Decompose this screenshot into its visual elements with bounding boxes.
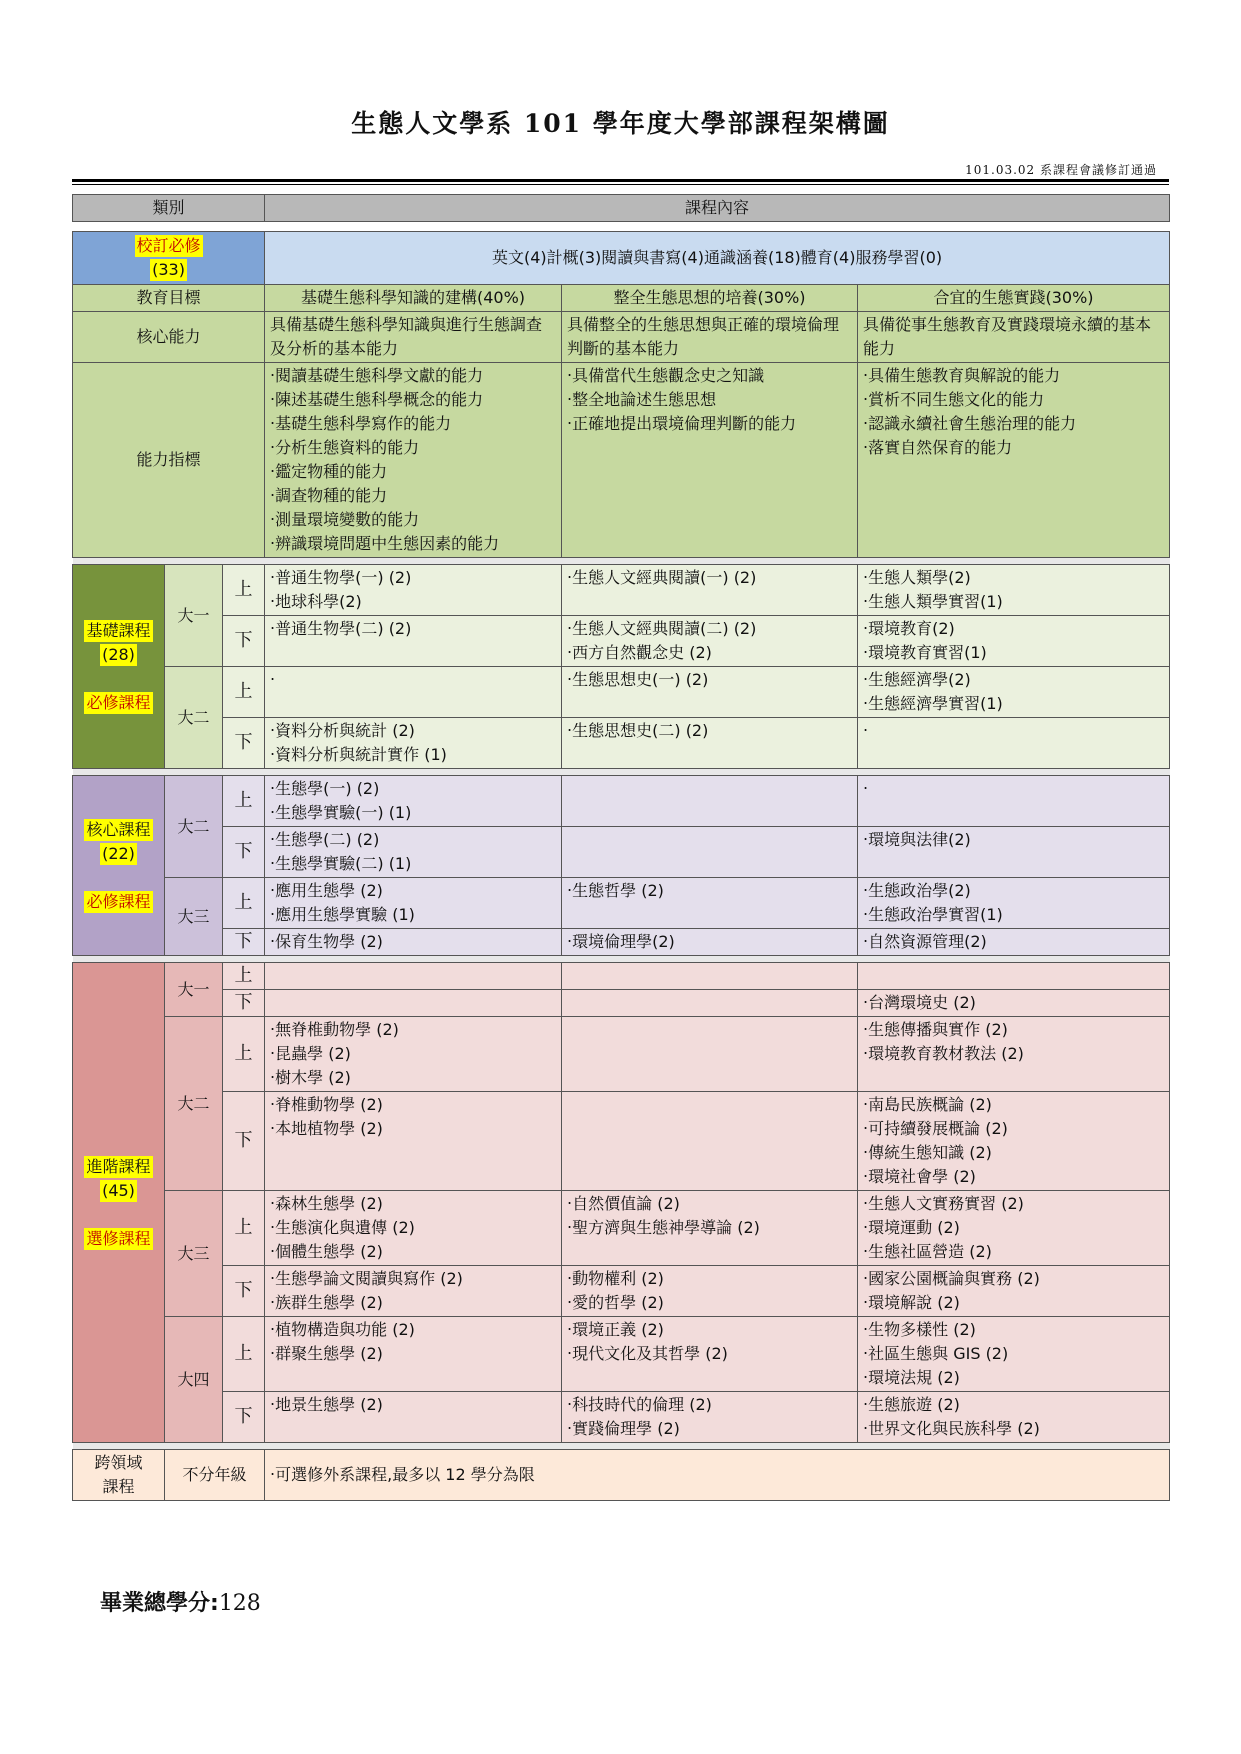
course-item: ‧動物權利 (2) [567,1269,664,1288]
edu-goal-row [73,285,1170,312]
course-cell [858,990,1170,1017]
course-cell [265,827,562,878]
course-item: ‧聖方濟與生態神學導論 (2) [567,1218,760,1237]
course-item: ‧環境法規 (2) [863,1368,960,1387]
semester-label: 下 [223,718,265,769]
header-row [73,195,1170,222]
course-item: ‧環境教育(2) [863,619,955,638]
year-label: 大四 [165,1317,223,1443]
course-cell [858,878,1170,929]
course-cell [265,1017,562,1092]
course-item: ‧生態學實驗(一) (1) [270,803,412,822]
advanced-label: 進階課程 [86,1156,151,1176]
edu-goal-label: 教育目標 [73,285,265,312]
course-cell [265,1092,562,1191]
course-item: ‧傳統生態知識 (2) [863,1143,992,1162]
semester-label: 下 [223,1392,265,1443]
course-item: ‧環境與法律(2) [863,830,971,849]
course-item: ‧環境解說 (2) [863,1293,960,1312]
cross-label-2: 課程 [102,1477,135,1496]
advanced-credits: (45) [102,1180,135,1200]
semester-label: 下 [223,990,265,1017]
advanced-course-row [73,1266,1170,1317]
course-item: ‧生態社區營造 (2) [863,1242,992,1261]
spacer [73,222,1170,232]
course-item: ‧現代文化及其哲學 (2) [567,1344,728,1363]
course-item: ‧西方自然觀念史 (2) [567,643,712,662]
indicator-item: ‧分析生態資料的能力 [270,438,420,457]
core-ability-3: 具備從事生態教育及實踐環境永續的基本能力 [858,312,1170,363]
school-required-content: 英文(4)計概(3)閱讀與書寫(4)通識涵養(18)體育(4)服務學習(0) [265,232,1170,285]
course-item: ‧自然資源管理(2) [863,932,987,951]
course-item: ‧生態經濟學(2) [863,670,971,689]
course-item: ‧保育生物學 (2) [270,932,383,951]
course-item: ‧ [270,670,276,689]
page-title: 生態人文學系 101 學年度大學部課程架構圖 [351,109,890,138]
basic-course-row [73,718,1170,769]
course-cell [265,878,562,929]
course-cell [265,1392,562,1443]
course-cell [265,1317,562,1392]
course-cell [265,565,562,616]
course-cell [562,878,858,929]
course-cell [562,1092,858,1191]
course-item: ‧生態政治學實習(1) [863,905,1003,924]
year-label: 大一 [165,963,223,1017]
course-item: ‧生態思想史(一) (2) [567,670,709,689]
top-rule-thin [72,184,1169,185]
course-item: ‧南島民族概論 (2) [863,1095,992,1114]
year-label: 大二 [165,1017,223,1191]
course-cell [858,1392,1170,1443]
course-item: ‧生態演化與遺傳 (2) [270,1218,415,1237]
course-cell [858,565,1170,616]
course-item: ‧族群生態學 (2) [270,1293,383,1312]
cross-label-1: 跨領域 [94,1453,143,1472]
indicator-col-1 [265,363,562,558]
course-cell [562,827,858,878]
curriculum-table-frame [72,194,1169,1501]
basic-category [73,565,165,769]
course-cell [562,929,858,956]
cross-domain-row [73,1450,1170,1501]
course-cell [562,565,858,616]
year-label: 大三 [165,878,223,956]
indicator-item: ‧閱讀基礎生態科學文獻的能力 [270,366,484,385]
core-ability-2: 具備整全的生態思想與正確的環境倫理判斷的基本能力 [562,312,858,363]
course-cell [562,616,858,667]
course-item: ‧環境倫理學(2) [567,932,675,951]
advanced-course-row [73,1317,1170,1392]
indicator-item: ‧具備生態教育與解說的能力 [863,366,1061,385]
course-cell [562,1191,858,1266]
course-cell [265,667,562,718]
course-item: ‧生態人類學實習(1) [863,592,1003,611]
top-rule [72,179,1169,182]
course-item: ‧生態思想史(二) (2) [567,721,709,740]
graduation-total-value: 128 [218,1591,261,1616]
edu-goal-2: 整全生態思想的培養(30%) [562,285,858,312]
indicator-col-3 [858,363,1170,558]
indicator-item: ‧賞析不同生態文化的能力 [863,390,1045,409]
basic-course-row [73,667,1170,718]
semester-label: 上 [223,667,265,718]
cross-content: ‧可選修外系課程,最多以 12 學分為限 [265,1450,1170,1501]
course-item: ‧地景生態學 (2) [270,1395,383,1414]
course-cell [858,1191,1170,1266]
semester-label: 下 [223,929,265,956]
school-required-title: 校訂必修 [136,236,201,255]
spacer [73,956,1170,963]
advanced-course-row [73,1092,1170,1191]
course-item: ‧資料分析與統計 (2) [270,721,415,740]
header-content: 課程內容 [265,195,1170,222]
course-item: ‧生態人文經典閱讀(二) (2) [567,619,757,638]
course-item: ‧科技時代的倫理 (2) [567,1395,712,1414]
semester-label: 下 [223,1092,265,1191]
indicator-item: ‧整全地論述生態思想 [567,390,717,409]
course-item: ‧可持續發展概論 (2) [863,1119,1008,1138]
course-cell [265,776,562,827]
course-item: ‧實踐倫理學 (2) [567,1419,680,1438]
course-cell [265,718,562,769]
basic-course-row [73,565,1170,616]
course-item: ‧生態學實驗(二) (1) [270,854,412,873]
revision-note: 101.03.02 系課程會議修訂通過 [965,163,1157,177]
course-item: ‧生態學論文閱讀與寫作 (2) [270,1269,463,1288]
advanced-type: 選修課程 [86,1228,151,1248]
core-course-row [73,878,1170,929]
course-cell [265,616,562,667]
curriculum-table [72,194,1170,1501]
course-cell [265,929,562,956]
core-ability-1: 具備基礎生態科學知識與進行生態調查及分析的基本能力 [265,312,562,363]
course-cell [858,718,1170,769]
school-required-label [73,232,265,285]
course-cell [562,667,858,718]
indicator-item: ‧具備當代生態觀念史之知識 [567,366,765,385]
indicator-item: ‧陳述基礎生態科學概念的能力 [270,390,484,409]
year-label: 大三 [165,1191,223,1317]
course-item: ‧生態旅遊 (2) [863,1395,960,1414]
school-required-row [73,232,1170,285]
indicator-item: ‧認識永續社會生態治理的能力 [863,414,1077,433]
course-cell [858,616,1170,667]
course-item: ‧生態人文實務實習 (2) [863,1194,1024,1213]
course-cell [562,1392,858,1443]
semester-label: 上 [223,1317,265,1392]
course-item: ‧個體生態學 (2) [270,1242,383,1261]
edu-goal-3: 合宜的生態實踐(30%) [858,285,1170,312]
course-item: ‧生態人文經典閱讀(一) (2) [567,568,757,587]
advanced-course-row [73,1191,1170,1266]
indicator-label: 能力指標 [73,363,265,558]
school-required-credits: (33) [152,260,185,279]
course-cell [562,776,858,827]
course-cell [858,667,1170,718]
semester-label: 上 [223,565,265,616]
course-item: ‧愛的哲學 (2) [567,1293,664,1312]
course-item: ‧生態學(一) (2) [270,779,380,798]
indicator-item: ‧正確地提出環境倫理判斷的能力 [567,414,797,433]
semester-label: 上 [223,776,265,827]
course-cell [265,990,562,1017]
course-cell [562,1017,858,1092]
course-item: ‧生態人類學(2) [863,568,971,587]
course-item: ‧生態經濟學實習(1) [863,694,1003,713]
course-cell [265,963,562,990]
course-cell [858,1317,1170,1392]
spacer [73,558,1170,565]
course-cell [562,1266,858,1317]
semester-label: 下 [223,616,265,667]
course-item: ‧環境教育實習(1) [863,643,987,662]
semester-label: 下 [223,1266,265,1317]
course-item: ‧環境教育教材教法 (2) [863,1044,1024,1063]
course-cell [858,1092,1170,1191]
course-cell [562,1317,858,1392]
course-item: ‧世界文化與民族科學 (2) [863,1419,1040,1438]
indicator-item: ‧調查物種的能力 [270,486,388,505]
course-cell [858,1266,1170,1317]
basic-type: 必修課程 [86,692,151,712]
edu-goal-1: 基礎生態科學知識的建構(40%) [265,285,562,312]
course-item: ‧資料分析與統計實作 (1) [270,745,447,764]
course-cell [858,963,1170,990]
core-course-row [73,776,1170,827]
course-item: ‧無脊椎動物學 (2) [270,1020,399,1039]
basic-course-row [73,616,1170,667]
core-ability-row [73,312,1170,363]
core-label: 核心課程 [86,819,151,839]
cross-grade: 不分年級 [165,1450,265,1501]
course-item: ‧生態傳播與實作 (2) [863,1020,1008,1039]
course-item: ‧生態學(二) (2) [270,830,380,849]
course-item: ‧社區生態與 GIS (2) [863,1344,1009,1363]
indicator-row [73,363,1170,558]
course-item: ‧脊椎動物學 (2) [270,1095,383,1114]
indicator-item: ‧鑑定物種的能力 [270,462,388,481]
core-category [73,776,165,956]
year-label: 大二 [165,667,223,769]
indicator-item: ‧基礎生態科學寫作的能力 [270,414,452,433]
semester-label: 上 [223,878,265,929]
course-item: ‧生物多樣性 (2) [863,1320,976,1339]
course-item: ‧群聚生態學 (2) [270,1344,383,1363]
core-type: 必修課程 [86,891,151,911]
indicator-col-2 [562,363,858,558]
graduation-total [100,1586,261,1617]
course-item: ‧ [863,779,869,798]
core-course-row [73,929,1170,956]
course-cell [265,1191,562,1266]
course-item: ‧應用生態學實驗 (1) [270,905,415,924]
course-item: ‧樹木學 (2) [270,1068,351,1087]
semester-label: 下 [223,827,265,878]
year-label: 大二 [165,776,223,878]
course-item: ‧環境運動 (2) [863,1218,960,1237]
course-cell [562,718,858,769]
course-item: ‧自然價值論 (2) [567,1194,680,1213]
course-item: ‧普通生物學(二) (2) [270,619,412,638]
cross-domain-label [73,1450,165,1501]
course-item: ‧昆蟲學 (2) [270,1044,351,1063]
course-cell [858,776,1170,827]
course-cell [858,827,1170,878]
course-item: ‧環境正義 (2) [567,1320,664,1339]
core-ability-label: 核心能力 [73,312,265,363]
course-item: ‧植物構造與功能 (2) [270,1320,415,1339]
year-label: 大一 [165,565,223,667]
advanced-course-row [73,963,1170,990]
course-item: ‧生態政治學(2) [863,881,971,900]
course-item: ‧地球科學(2) [270,592,362,611]
course-cell [858,929,1170,956]
semester-label: 上 [223,1017,265,1092]
core-course-row [73,827,1170,878]
course-item: ‧ [863,721,869,740]
course-item: ‧森林生態學 (2) [270,1194,383,1213]
course-item: ‧國家公園概論與實務 (2) [863,1269,1040,1288]
course-item: ‧生態哲學 (2) [567,881,664,900]
semester-label: 上 [223,963,265,990]
advanced-course-row [73,990,1170,1017]
spacer [73,1443,1170,1450]
course-item: ‧普通生物學(一) (2) [270,568,412,587]
advanced-course-row [73,1017,1170,1092]
indicator-item: ‧測量環境變數的能力 [270,510,420,529]
course-cell [858,1017,1170,1092]
basic-label: 基礎課程 [86,620,151,640]
indicator-item: ‧辨識環境問題中生態因素的能力 [270,534,500,553]
course-item: ‧台灣環境史 (2) [863,993,976,1012]
graduation-total-label: 畢業總學分: [100,1591,219,1616]
course-cell [562,963,858,990]
advanced-course-row [73,1392,1170,1443]
course-item: ‧應用生態學 (2) [270,881,383,900]
header-category: 類別 [73,195,265,222]
basic-credits: (28) [102,644,135,664]
course-item: ‧本地植物學 (2) [270,1119,383,1138]
course-cell [265,1266,562,1317]
course-cell [562,990,858,1017]
advanced-category [73,963,165,1443]
spacer [73,769,1170,776]
course-item: ‧環境社會學 (2) [863,1167,976,1186]
indicator-item: ‧落實自然保育的能力 [863,438,1013,457]
semester-label: 上 [223,1191,265,1266]
core-credits: (22) [102,843,135,863]
